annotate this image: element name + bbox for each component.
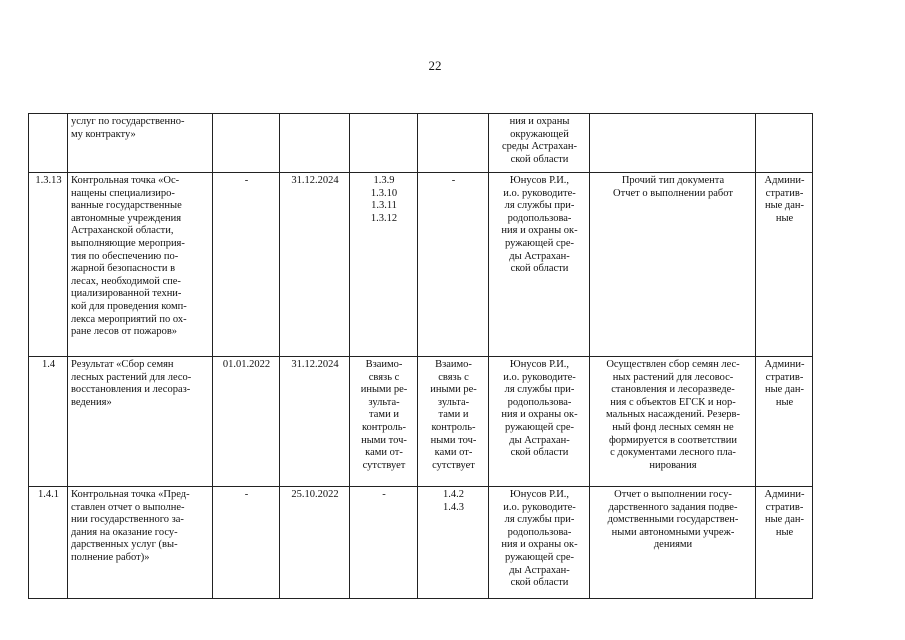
cell-start-date: -	[213, 487, 280, 599]
cell-description: Отчет о выполнении госу- дарственного задания подве- домственными государствен- ными автономными учреж- дениями	[590, 487, 756, 599]
cell-start-date: 01.01.2022	[213, 357, 280, 487]
cell-number: 1.4	[29, 357, 68, 487]
cell-name: Результат «Сбор семян лесных растений для лесо- восстановления и лесораз- ведения»	[68, 357, 213, 487]
cell-predecessors: -	[350, 487, 418, 599]
cell-responsible: Юнусов Р.И., и.о. руководите- ля службы при- родопользова- ния и охраны ок- ружающей сре- ды Астрахан- ской области	[489, 173, 590, 357]
cell-info-system: Админи- стратив- ные дан- ные	[756, 173, 813, 357]
cell-responsible: Юнусов Р.И., и.о. руководите- ля службы при- родопользова- ния и охраны ок- ружающей сре- ды Астрахан- ской области	[489, 357, 590, 487]
cell-predecessors: 1.3.9 1.3.10 1.3.11 1.3.12	[350, 173, 418, 357]
cell-info-system: Админи- стратив- ные дан- ные	[756, 487, 813, 599]
cell-info-system	[756, 114, 813, 173]
cell-successors	[418, 114, 489, 173]
table-row	[29, 357, 813, 487]
cell-start-date: -	[213, 173, 280, 357]
cell-responsible: Юнусов Р.И., и.о. руководите- ля службы при- родопользова- ния и охраны ок- ружающей сре- ды Астрахан- ской области	[489, 487, 590, 599]
cell-successors: 1.4.2 1.4.3	[418, 487, 489, 599]
cell-end-date: 25.10.2022	[280, 487, 350, 599]
cell-number	[29, 114, 68, 173]
cell-description	[590, 114, 756, 173]
table-row	[29, 487, 813, 599]
cell-name: услуг по государственно- му контракту»	[68, 114, 213, 173]
cell-description: Осуществлен сбор семян лес- ных растений для лесовос- становления и лесоразведе- ния с объектов ЕГСК и нор- мальных насаждений. Резерв- ный фонд лесных семян не формируется в соответствии с документами лесного пла- нирования	[590, 357, 756, 487]
cell-info-system: Админи- стратив- ные дан- ные	[756, 357, 813, 487]
page-number: 22	[428, 58, 442, 73]
cell-name: Контрольная точка «Ос- нащены специализиро- ванные государственные автономные учреждения Астраханской области, выполняющие мероприя- тия по обеспечению по- жарной безопасности в лесах, необходимой спе- циализированной техни- кой для проведения комп- лекса мероприятий по ох- ране лесов от пожаров»	[68, 173, 213, 357]
plan-table	[28, 113, 813, 599]
cell-end-date: 31.12.2024	[280, 357, 350, 487]
table-row	[29, 173, 813, 357]
cell-description: Прочий тип документа Отчет о выполнении работ	[590, 173, 756, 357]
cell-predecessors	[350, 114, 418, 173]
cell-end-date: 31.12.2024	[280, 173, 350, 357]
cell-number: 1.3.13	[29, 173, 68, 357]
cell-end-date	[280, 114, 350, 173]
table-row	[29, 114, 813, 173]
cell-successors: -	[418, 173, 489, 357]
cell-number: 1.4.1	[29, 487, 68, 599]
cell-predecessors: Взаимо- связь с иными ре- зульта- тами и контроль- ными точ- ками от- сутствует	[350, 357, 418, 487]
cell-start-date	[213, 114, 280, 173]
cell-responsible: ния и охраны окружающей среды Астрахан- ской области	[489, 114, 590, 173]
cell-name: Контрольная точка «Пред- ставлен отчет о выполне- нии государственного за- дания на оказание госу- дарственных услуг (вы- полнение работ)»	[68, 487, 213, 599]
cell-successors: Взаимо- связь с иными ре- зульта- тами и контроль- ными точ- ками от- сутствует	[418, 357, 489, 487]
